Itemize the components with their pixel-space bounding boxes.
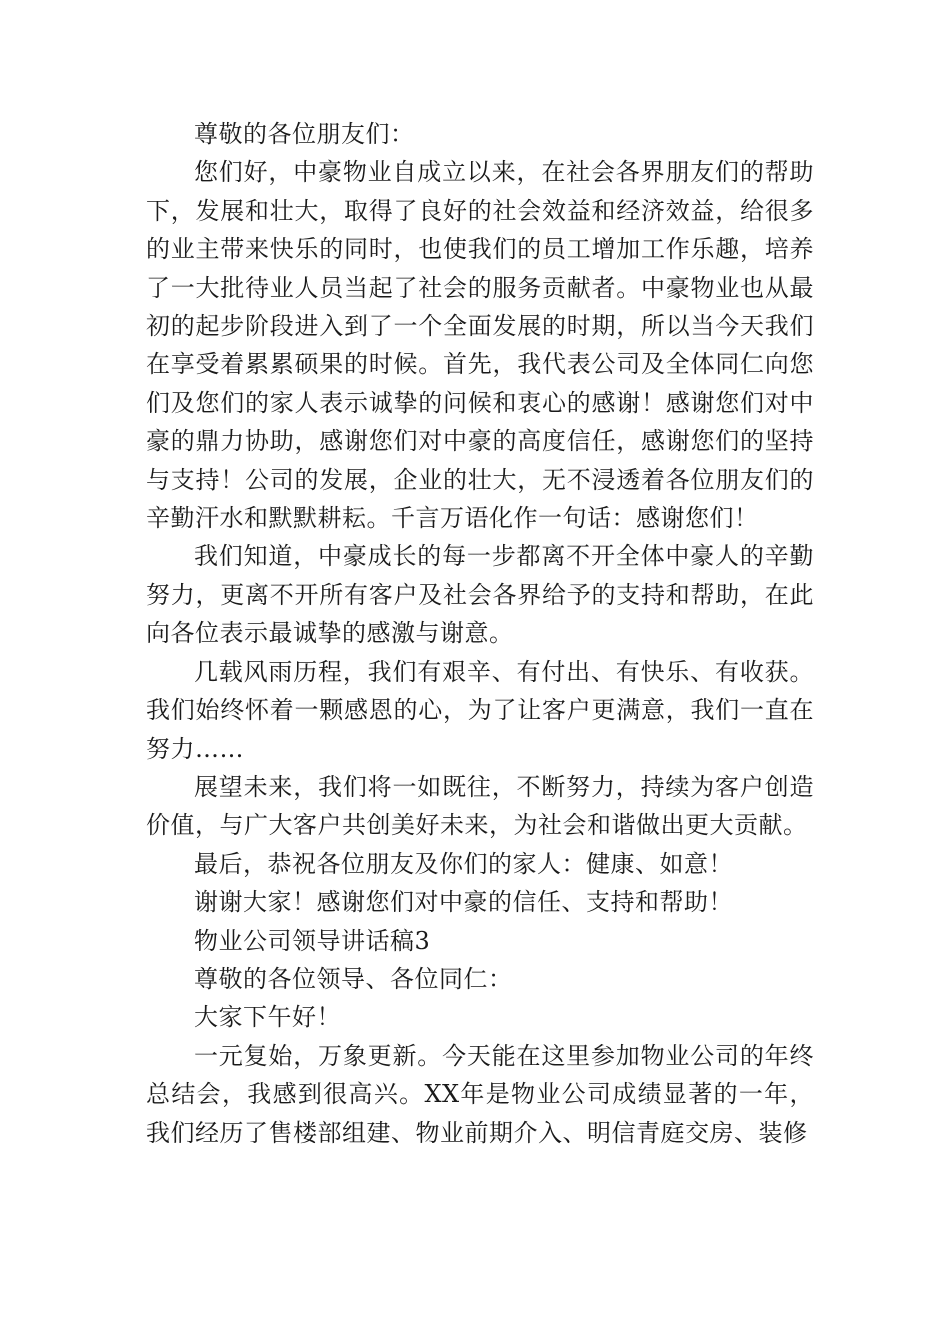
body-paragraph: 我们知道，中豪成长的每一步都离不开全体中豪人的辛勤努力，更离不开所有客户及社会各界给予的支持和帮助，在此向各位表示最诚挚的感激与谢意。 xyxy=(146,542,814,648)
document-body xyxy=(146,115,814,1152)
section-title: 物业公司领导讲话稿3 xyxy=(194,926,431,955)
greeting-paragraph: 大家下午好！ xyxy=(194,1003,341,1032)
salutation-paragraph: 尊敬的各位朋友们： xyxy=(194,120,415,148)
salutation-paragraph: 尊敬的各位领导、各位同仁： xyxy=(194,964,513,993)
body-paragraph: 几载风雨历程，我们有艰辛、有付出、有快乐、有收获。我们始终怀着一颗感恩的心，为了让客户更满意，我们一直在努力…… xyxy=(146,657,814,763)
body-paragraph: 最后，恭祝各位朋友及你们的家人：健康、如意！ xyxy=(194,849,733,878)
body-paragraph: 谢谢大家！感谢您们对中豪的信任、支持和帮助！ xyxy=(194,888,733,917)
body-paragraph: 您们好，中豪物业自成立以来，在社会各界朋友们的帮助下，发展和壮大，取得了良好的社会效益和经济效益，给很多的业主带来快乐的同时，也使我们的员工增加工作乐趣，培养了一大批待业人员当起了社会的服务贡献者。中豪物业也从最初的起步阶段进入到了一个全面发展的时期，所以当今天我们在享受着累累硕果的时候。首先，我代表公司及全体同仁向您们及您们的家人表示诚挚的问候和衷心的感谢！感谢您们对中豪的鼎力协助，感谢您们对中豪的高度信任，感谢您们的坚持与支持！公司的发展，企业的壮大，无不浸透着各位朋友们的辛勤汗水和默默耕耘。千言万语化作一句话：感谢您们！ xyxy=(146,158,814,533)
body-paragraph: 一元复始，万象更新。今天能在这里参加物业公司的年终总结会，我感到很高兴。XX年是物业公司成绩显著的一年，我们经历了售楼部组建、物业前期介入、明信青庭交房、装修 xyxy=(146,1041,814,1147)
body-paragraph: 展望未来，我们将一如既往，不断努力，持续为客户创造价值，与广大客户共创美好未来，为社会和谐做出更大贡献。 xyxy=(146,772,814,840)
